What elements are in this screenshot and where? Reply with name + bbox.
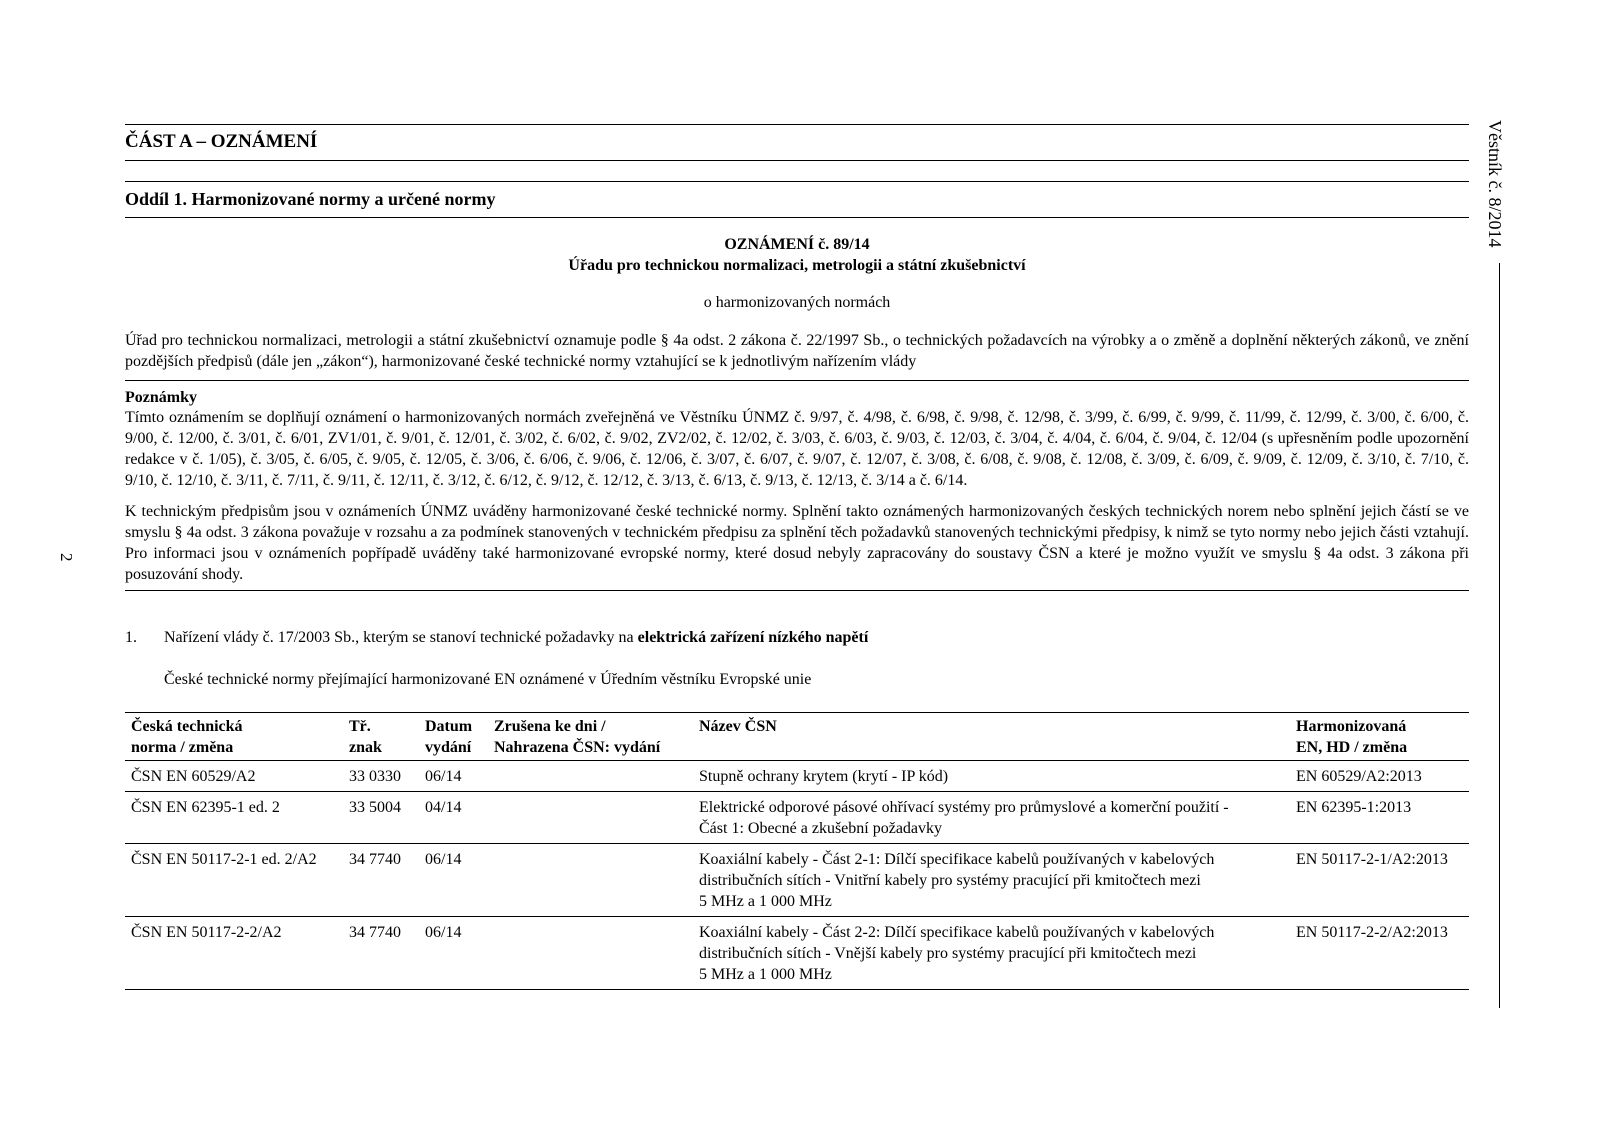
- column-header: Česká technická norma / změna: [131, 718, 243, 756]
- section-title: Oddíl 1. Harmonizované normy a určené normy: [125, 189, 496, 209]
- item-text-bold: elektrická zařízení nízkého napětí: [637, 629, 869, 646]
- notes-heading: Poznámky: [125, 389, 197, 406]
- table-header-row: [125, 713, 1469, 761]
- item-text-plain: Nařízení vlády č. 17/2003 Sb., kterým se stanoví technické požadavky na: [164, 629, 638, 646]
- table-cell: EN 50117-2-1/A2:2013: [1296, 851, 1448, 868]
- table-cell: Koaxiální kabely - Část 2-1: Dílčí specifikace kabelů používaných v kabelových distribučních sítích - Vnitřní kabely pro systémy pracující při kmitočtech mezi 5 MHz a 1 000 MHz: [699, 851, 1215, 910]
- margin-rule: [1499, 263, 1500, 1008]
- table-row: [125, 917, 1469, 990]
- notice-issuer: Úřadu pro technickou normalizaci, metrologii a státní zkušebnictví: [568, 257, 1026, 274]
- table-cell: ČSN EN 60529/A2: [131, 768, 256, 785]
- item-subtitle: České technické normy přejímající harmonizované EN oznámené v Úředním věstníku Evropské unie: [164, 671, 812, 688]
- table-cell: EN 62395-1:2013: [1296, 799, 1412, 816]
- page-number-text: 2: [57, 552, 76, 561]
- notice-intro: Úřad pro technickou normalizaci, metrologii a státní zkušebnictví oznamuje podle § 4a odst. 2 zákona č. 22/1997 Sb., o technických požadavcích na výrobky a o změně a doplnění některých zákonů, ve znění pozdějších předpisů (dále jen „zákon“), harmonizované české technické normy vztahující se k jednotlivým nařízením vlády: [125, 332, 1469, 370]
- column-header: Tř. znak: [349, 718, 382, 756]
- table-cell: 34 7740: [349, 924, 401, 941]
- table-row: [125, 792, 1469, 844]
- table-cell: Stupně ochrany krytem (krytí - IP kód): [699, 768, 949, 785]
- table-cell: 04/14: [425, 799, 462, 816]
- item-number: 1.: [125, 629, 137, 646]
- notice-subject: o harmonizovaných normách: [703, 294, 891, 311]
- table-cell: EN 60529/A2:2013: [1296, 768, 1422, 785]
- column-header: Harmonizovaná EN, HD / změna: [1296, 718, 1408, 756]
- table-cell: 06/14: [425, 924, 462, 941]
- part-title: ČÁST A – OZNÁMENÍ: [125, 131, 318, 152]
- table-cell: [488, 844, 693, 917]
- table-cell: 33 0330: [349, 768, 401, 785]
- table-cell: [488, 917, 693, 990]
- norms-table: [125, 712, 1469, 990]
- rule: [125, 380, 1469, 381]
- column-header: Datum vydání: [425, 718, 473, 756]
- table-cell: EN 50117-2-2/A2:2013: [1296, 924, 1448, 941]
- notice-title: OZNÁMENÍ č. 89/14: [724, 236, 870, 253]
- table-cell: ČSN EN 50117-2-1 ed. 2/A2: [131, 851, 317, 868]
- table-cell: 33 5004: [349, 799, 401, 816]
- table-cell: [488, 792, 693, 844]
- column-header: Zrušena ke dni / Nahrazena ČSN: vydání: [494, 718, 661, 756]
- running-head: [1484, 120, 1516, 270]
- table-cell: 06/14: [425, 851, 462, 868]
- table-cell: [488, 761, 693, 792]
- running-head-text: Věstník č. 8/2014: [1485, 120, 1505, 248]
- item-text: [164, 629, 868, 647]
- table-cell: 06/14: [425, 768, 462, 785]
- notes-paragraph-2: K technickým předpisům jsou v oznámeních ÚNMZ uváděny harmonizované české technické normy. Splnění takto oznámených harmonizovaných českých technických norem nebo splnění jejich částí se ve smyslu § 4a odst. 3 zákona považuje v rozsahu a za podmínek stanovených v technickém předpisu za splnění těch požadavků stanovených technickými předpisy, k nimž se tyto normy nebo jejich části vztahují. Pro informaci jsou v oznámeních popřípadě uváděny také harmonizované evropské normy, které dosud nebyly zapracovány do soustavy ČSN a které je možno využít ve smyslu § 4a odst. 3 zákona při posuzování shody.: [125, 503, 1469, 583]
- table-cell: Elektrické odporové pásové ohřívací systémy pro průmyslové a komerční použití - Část 1: Obecné a zkušební požadavky: [699, 799, 1229, 837]
- table-cell: 34 7740: [349, 851, 401, 868]
- column-header: Název ČSN: [699, 718, 777, 735]
- rule: [125, 217, 1469, 218]
- notice-heading: [125, 234, 1469, 276]
- table-cell: Koaxiální kabely - Část 2-2: Dílčí specifikace kabelů používaných v kabelových distribučních sítích - Vnější kabely pro systémy pracující při kmitočtech mezi 5 MHz a 1 000 MHz: [699, 924, 1215, 983]
- table-cell: ČSN EN 50117-2-2/A2: [131, 924, 282, 941]
- table-row: [125, 844, 1469, 917]
- regulation-item: [125, 629, 1469, 647]
- notes-paragraph-1: Tímto oznámením se doplňují oznámení o harmonizovaných normách zveřejněná ve Věstníku ÚNMZ č. 9/97, č. 4/98, č. 6/98, č. 9/98, č. 12/98, č. 3/99, č. 6/99, č. 9/99, č. 11/99, č. 12/99, č. 3/00, č. 6/00, č. 9/00, č. 12/00, č. 3/01, č. 6/01, ZV1/01, č. 9/01, č. 12/01, č. 3/02, č. 6/02, č. 9/02, ZV2/02, č. 12/02, č. 3/03, č. 6/03, č. 9/03, č. 12/03, č. 3/04, č. 4/04, č. 6/04, č. 9/04, č. 12/04 (s upřesněním podle upozornění redakce v č. 1/05), č. 3/05, č. 6/05, č. 9/05, č. 12/05, č. 3/06, č. 6/06, č. 9/06, č. 12/06, č. 3/07, č. 6/07, č. 9/07, č. 12/07, č. 3/08, č. 6/08, č. 9/08, č. 12/08, č. 3/09, č. 6/09, č. 9/09, č. 12/09, č. 3/10, č. 7/10, č. 9/10, č. 12/10, č. 3/11, č. 7/11, č. 9/11, č. 12/11, č. 3/12, č. 6/12, č. 9/12, č. 12/12, č. 3/13, č. 6/13, č. 9/13, č. 12/13, č. 3/14 a č. 6/14.: [125, 409, 1469, 489]
- page-number: [56, 548, 76, 572]
- table-cell: ČSN EN 62395-1 ed. 2: [131, 799, 280, 816]
- table-row: [125, 761, 1469, 792]
- rule: [125, 590, 1469, 591]
- main-content: [125, 124, 1469, 990]
